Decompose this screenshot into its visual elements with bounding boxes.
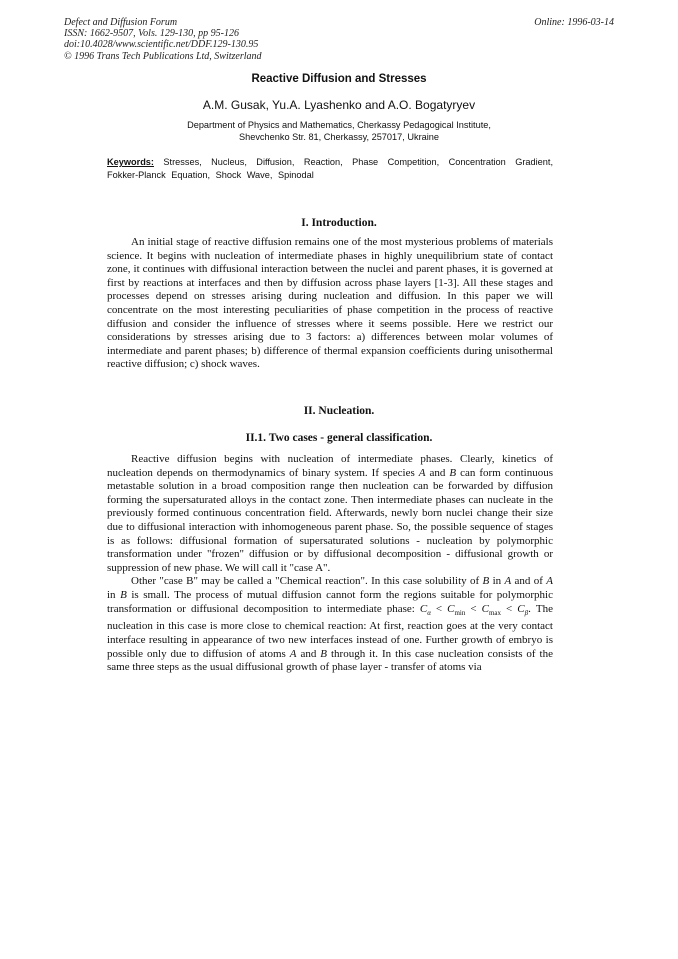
paper-title: Reactive Diffusion and Stresses	[251, 73, 427, 85]
doi-line: doi:10.4028/www.scientific.net/DDF.129-130.95	[64, 39, 259, 51]
online-date	[534, 17, 614, 28]
subsection-heading: II.1. Two cases - general classification.	[245, 432, 433, 444]
issn-line: ISSN: 1662-9507, Vols. 129-130, pp 95-126	[64, 28, 239, 40]
concentration-inequality: $C_\alpha < C_{min} < C_{max} < C_\beta$	[419, 602, 529, 617]
intro-paragraph	[107, 236, 553, 372]
affiliation-line-1: Department of Physics and Mathematics, Cherkassy Pedagogical Institute,	[187, 120, 491, 130]
affiliation	[0, 120, 678, 143]
paper-authors: A.M. Gusak, Yu.A. Lyashenko and A.O. Bogatyryev	[202, 98, 476, 112]
keywords-list: Stresses, Nucleus, Diffusion, Reaction, Phase Competition, Concentration Gradient, Fokker-Planck Equation, Shock Wave, Spinodal	[107, 157, 553, 180]
case-b-paragraph: Other "case B" may be called a "Chemical reaction". In this case solubility of B in A and of A in B is small. The process of mutual diffusion cannot form the regions suitable for polymorphic transformation or diffusional decomposition to intermediate phase: $C_\alpha < C_{min} < C_{max} < C_\beta$. The nucleation in this case is more close to chemical reaction: At first, reaction goes at the very contact interface resulting in appearance of two new interfaces instead of one. Further growth of embryo is possible only due to diffusion of atoms A and B through it. In this case nucleation consists of the same three steps as the usual diffusional growth of phase layer - transfer of atoms via	[107, 575, 554, 674]
nucleation-heading: II. Nucleation.	[303, 405, 375, 417]
keywords-label: Keywords:	[107, 157, 154, 167]
online-date-text: Online: 1996-03-14	[534, 17, 614, 28]
nucleation-body	[107, 453, 553, 675]
intro-text: An initial stage of reactive diffusion remains one of the most mysterious problems of materials science. It begins with nucleation of intermediate phases in highly unequilibrium state of contact zone, it continues with diffusional interaction between the nuclei and parent phases, it is governed at first by reactions at interfaces and then by diffusion across phase layers [1-3]. All these stages and processes depend on stresses arising during nucleation and diffusion. In this paper we will concentrate on the most interesting peculiarities of phase competition in the process of reactive diffusion and consider the influence of stresses where it seems possible. Here we restrict our considerations by stresses arising due to 3 factors: a) differences between molar volumes of intermediate and parent phases; b) difference of thermal expansion coefficients during unisothermal reactive diffusion; c) shock waves.	[107, 236, 553, 371]
keywords-block	[107, 156, 553, 181]
journal-name: Defect and Diffusion Forum	[64, 17, 178, 28]
journal-header	[64, 17, 262, 62]
copyright-line: © 1996 Trans Tech Publications Ltd, Switzerland	[64, 50, 262, 62]
affiliation-line-2: Shevchenko Str. 81, Cherkassy, 257017, Ukraine	[238, 131, 440, 142]
intro-heading: I. Introduction.	[301, 217, 377, 229]
case-a-paragraph: Reactive diffusion begins with nucleation of intermediate phases. Clearly, kinetics of nucleation depends on thermodynamics of binary system. If species A and B can form continuous metastable solution in a broad composition range then nucleation can be forwarded by diffusion forming the supersaturated alloys in the contact zone. Then intermediate phases can nucleate in the previously formed continuous concentration field. Afterwards, newly born nuclei change their size due to diffusional interaction with inhomogeneous parent phase. So, the possible sequence of stages is as follows: diffusional formation of supersaturated solutions - nucleation by polymorphic transformation under "frozen" diffusion or by diffusional decomposition - diffusional growth or suppression of new phase. We will call it "case A".	[107, 453, 553, 574]
